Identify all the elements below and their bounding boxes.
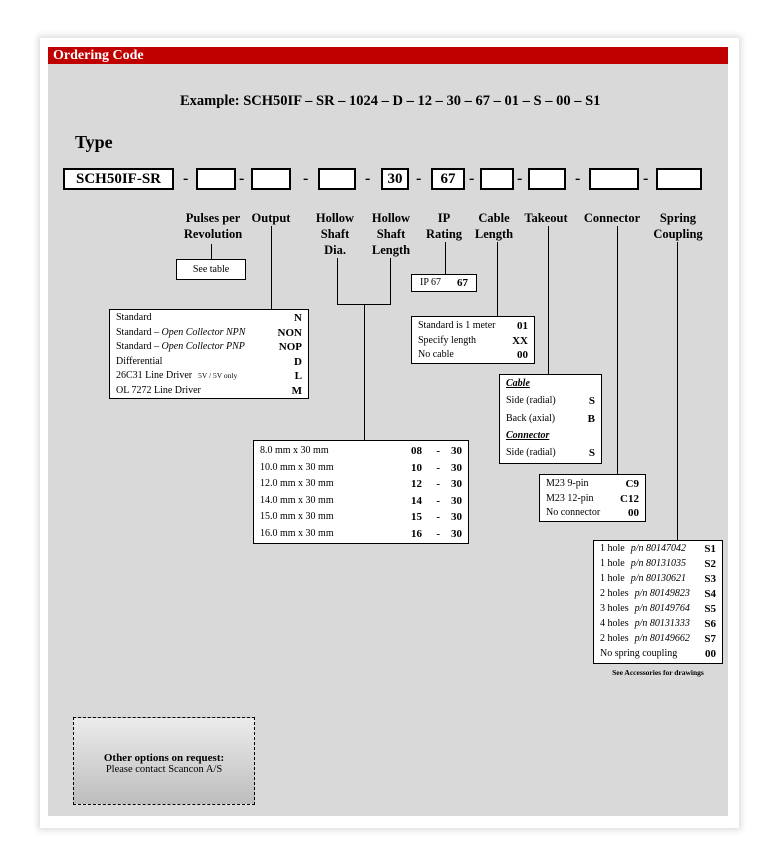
output-label: Output (251, 211, 291, 225)
other-options-title: Other options on request: (103, 752, 225, 764)
output-table (109, 309, 309, 399)
table-row: 2 holes p/n 80149662 S7 (600, 633, 716, 645)
hollow-dia-label: Hollow Shaft Dia. (315, 211, 355, 257)
dash: - (416, 170, 422, 187)
dash: - (643, 170, 649, 187)
cable-heading: Cable (506, 378, 530, 389)
table-row: Standard – Open Collector PNP NOP (116, 341, 302, 353)
table-row: Standard – Open Collector NPN NON (116, 326, 302, 339)
output-line (271, 226, 272, 310)
table-row: 8.0 mm x 30 mm 08 - 30 (260, 445, 462, 457)
cable-table (411, 316, 535, 364)
dash: - (469, 170, 475, 187)
table-row: No cable 00 (418, 349, 528, 361)
dash: - (517, 170, 523, 187)
table-row: 15.0 mm x 30 mm 15 - 30 (260, 511, 462, 523)
table-row: 14.0 mm x 30 mm 14 - 30 (260, 494, 462, 507)
connector-line (617, 226, 618, 474)
hollow-length-label: Hollow Shaft Length (371, 211, 411, 257)
table-row: 12.0 mm x 30 mm 12 - 30 (260, 478, 462, 490)
table-row: No connector 00 (546, 507, 639, 519)
spring-label: Spring Coupling (653, 211, 703, 241)
table-row: M23 12-pin C12 (546, 492, 639, 505)
cable-code-box (480, 168, 514, 190)
shaft-dia-line (337, 258, 338, 304)
table-row: Standard is 1 meter 01 (418, 320, 528, 332)
table-row: 1 hole p/n 80130621 S3 (600, 573, 716, 585)
table-row: 3 holes p/n 80149764 S5 (600, 603, 716, 615)
table-row: 16.0 mm x 30 mm 16 - 30 (260, 527, 462, 540)
table-row: Standard N (116, 312, 302, 324)
takeout-table (499, 374, 602, 464)
table-row: Differential D (116, 355, 302, 368)
spring-table (593, 540, 723, 664)
shaft-length-line (390, 258, 391, 304)
table-row: No spring coupling 00 (600, 648, 716, 660)
table-row: OL 7272 Line Driver M (116, 384, 302, 397)
pulses-line (211, 244, 212, 260)
ip-box: IP 67 67 (411, 274, 477, 292)
model-code-box: SCH50IF-SR (63, 168, 174, 190)
other-options-box (73, 717, 255, 805)
ip-line (445, 242, 446, 274)
other-options-text: Please contact Scancon A/S (105, 764, 223, 775)
shaft-dia-code-box (318, 168, 356, 190)
spring-line (677, 242, 678, 540)
ip-code-box: 67 (431, 168, 465, 190)
see-table-box: See table (176, 259, 246, 280)
table-row: 26C31 Line Driver 5V / 5V only L (116, 370, 302, 382)
table-row: Specify length XX (418, 334, 528, 347)
connector-table (539, 474, 646, 522)
table-row: Side (radial) S (506, 395, 595, 407)
spring-note: See Accessories for drawings (612, 668, 704, 677)
spring-code-box (656, 168, 702, 190)
dash: - (239, 170, 245, 187)
takeout-line (548, 226, 549, 374)
connector-heading: Connector (506, 430, 550, 441)
section-header: Ordering Code (48, 47, 728, 64)
dash: - (365, 170, 371, 187)
takeout-code-box (528, 168, 566, 190)
type-heading: Type (75, 132, 113, 152)
table-row: M23 9-pin C9 (546, 478, 639, 490)
table-row: 2 holes p/n 80149823 S4 (600, 588, 716, 600)
table-row: 1 hole p/n 80147042 S1 (600, 543, 716, 555)
table-row: 10.0 mm x 30 mm 10 - 30 (260, 461, 462, 474)
output-code-box (251, 168, 291, 190)
table-row: 1 hole p/n 80131035 S2 (600, 558, 716, 570)
table-row: 4 holes p/n 80131333 S6 (600, 618, 716, 630)
pulses-label: Pulses per Revolution (183, 211, 243, 241)
dash: - (183, 170, 189, 187)
dash: - (575, 170, 581, 187)
table-row: Back (axial) B (506, 413, 595, 425)
example-code: Example: SCH50IF – SR – 1024 – D – 12 – 30 – 67 – 01 – S – 00 – S1 (180, 93, 601, 109)
shaft-line (364, 304, 365, 440)
pulses-code-box (196, 168, 236, 190)
table-row: Side (radial) S (506, 447, 595, 459)
shaft-length-code-box: 30 (381, 168, 409, 190)
takeout-label: Takeout (524, 211, 568, 225)
shaft-table (253, 440, 469, 544)
ip-rating-label: IP Rating (425, 211, 463, 241)
connector-code-box (589, 168, 639, 190)
connector-label: Connector (583, 211, 641, 225)
dash: - (303, 170, 309, 187)
cable-length-label: Cable Length (474, 211, 514, 241)
cable-line (497, 242, 498, 316)
